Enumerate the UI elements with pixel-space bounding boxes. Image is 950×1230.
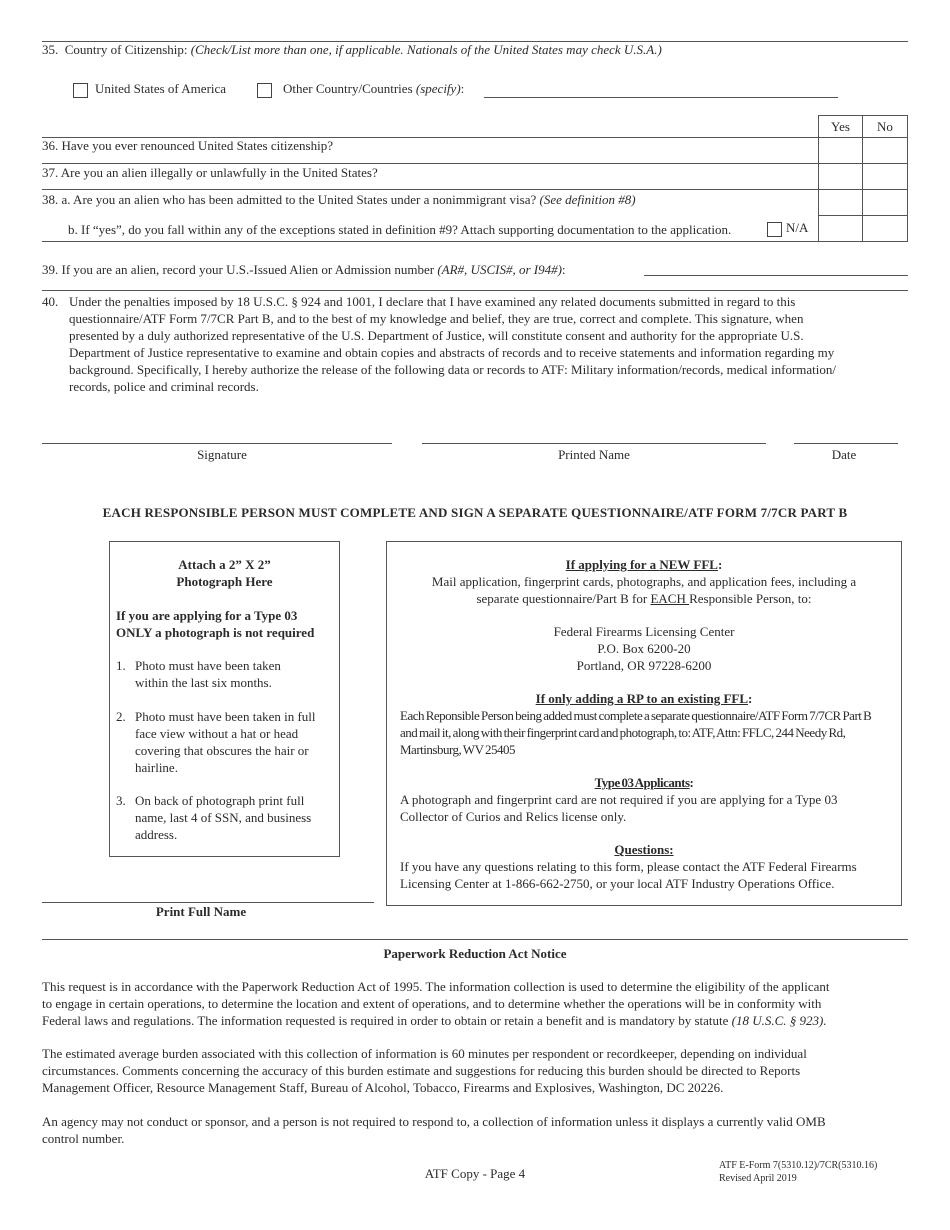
photo-attach-box[interactable] bbox=[109, 541, 340, 857]
photo-note-line2: ONLY a photograph is not required bbox=[116, 625, 315, 640]
q38b-no-box[interactable] bbox=[862, 215, 908, 242]
questions-line1: If you have any questions relating to this form, please contact the ATF Federal Firearms bbox=[400, 859, 857, 874]
photo-item-3-line2: name, last 4 of SSN, and business bbox=[135, 810, 312, 825]
signature-field[interactable] bbox=[42, 425, 392, 444]
alien-number-input[interactable] bbox=[644, 258, 908, 276]
paperwork-p2-line1: The estimated average burden associated with this collection of information is 60 minutes per respondent or recordkeeper, depending on individual bbox=[42, 1046, 807, 1061]
paperwork-p3-line2: control number. bbox=[42, 1131, 125, 1146]
new-ffl-heading: If applying for a NEW FFL: bbox=[565, 557, 723, 572]
new-ffl-line2: separate questionnaire/Part B for EACH Responsible Person, to: bbox=[476, 591, 812, 606]
questions-heading: Questions: bbox=[614, 842, 674, 857]
photo-title-line1: Attach a 2” X 2” bbox=[178, 557, 271, 572]
q38a-text: 38. a. Are you an alien who has been admitted to the United States under a nonimmigrant visa? (See definition #8) bbox=[42, 192, 636, 207]
photo-item-2-line4: hairline. bbox=[135, 760, 178, 775]
other-country-label: Other Country/Countries (specify): bbox=[283, 81, 465, 96]
other-country-checkbox[interactable] bbox=[257, 83, 272, 98]
form-id: ATF E-Form 7(5310.12)/7CR(5310.16) bbox=[719, 1160, 878, 1171]
paperwork-p3-line1: An agency may not conduct or sponsor, and a person is not required to respond to, a collection of information unless it displays a currently valid OMB bbox=[42, 1114, 826, 1129]
rp-line2: and mail it, along with their fingerprint card and photograph, to: ATF, Attn: FFLC, 244 Needy Rd, bbox=[400, 725, 846, 740]
q40-line-5: background. Specifically, I hereby authorize the release of the following data or records to ATF: Military information/records, medical information/ bbox=[69, 362, 836, 377]
questions-line2: Licensing Center at 1-866-662-2750, or your local ATF Industry Operations Office. bbox=[400, 876, 835, 891]
yes-header: Yes bbox=[818, 115, 863, 138]
photo-title-line2: Photograph Here bbox=[176, 574, 273, 589]
q35-label: 35. Country of Citizenship: (Check/List more than one, if applicable. Nationals of the United States may check U.S.A.) bbox=[42, 42, 662, 57]
photo-item-1-line2: within the last six months. bbox=[135, 675, 272, 690]
q40-line-4: Department of Justice representative to examine and obtain copies and abstracts of records and to receive statements and information regarding my bbox=[69, 345, 835, 360]
type03-line1: A photograph and fingerprint card are not required if you are applying for a Type 03 bbox=[400, 792, 838, 807]
q40-line-2: questionnaire/ATF Form 7/7CR Part B, and to the best of my knowledge and belief, they are true, correct and complete. This signature, when bbox=[69, 311, 804, 326]
ffl-center-address-line1: Federal Firearms Licensing Center bbox=[553, 624, 735, 639]
printed-name-field[interactable] bbox=[422, 425, 766, 444]
photo-item-2-line1: Photo must have been taken in full bbox=[135, 709, 316, 724]
new-ffl-line1: Mail application, fingerprint cards, photographs, and application fees, including a bbox=[431, 574, 857, 589]
responsible-person-banner: EACH RESPONSIBLE PERSON MUST COMPLETE AND SIGN A SEPARATE QUESTIONNAIRE/ATF FORM 7/7CR PART B bbox=[102, 505, 848, 520]
print-full-name-label: Print Full Name bbox=[155, 904, 247, 919]
q40-number: 40. bbox=[42, 294, 59, 309]
signature-label: Signature bbox=[197, 447, 247, 462]
date-label: Date bbox=[831, 447, 857, 462]
q37-no-box[interactable] bbox=[862, 163, 908, 190]
q38b-yes-box[interactable] bbox=[818, 215, 863, 242]
q36-text: 36. Have you ever renounced United States citizenship? bbox=[42, 138, 333, 153]
other-country-input[interactable] bbox=[484, 80, 838, 98]
paperwork-p1-line2: to engage in certain operations, to determine the location and extent of operations, and to determine whether the operations will be in conformity with bbox=[42, 996, 822, 1011]
q40-line-1: Under the penalties imposed by 18 U.S.C. § 924 and 1001, I declare that I have examined any related documents submitted in regard to this bbox=[69, 294, 796, 309]
type03-heading: Type 03 Applicants: bbox=[594, 775, 694, 790]
q37-yes-box[interactable] bbox=[818, 163, 863, 190]
q38a-no-box[interactable] bbox=[862, 189, 908, 216]
mailing-instructions-box bbox=[386, 541, 902, 906]
paperwork-p1-line3: Federal laws and regulations. The information requested is required in order to obtain or retain a benefit and is mandatory by statute (18 U.S.C. § 923). bbox=[42, 1013, 827, 1028]
rp-existing-heading: If only adding a RP to an existing FFL: bbox=[535, 691, 753, 706]
rp-line1: Each Reponsible Person being added must complete a separate questionnaire/ATF Form 7/7CR Part B bbox=[400, 708, 872, 723]
photo-item-2-line3: covering that obscures the hair or bbox=[135, 743, 309, 758]
photo-item-3-line3: address. bbox=[135, 827, 178, 842]
rp-line3: Martinsburg, WV 25405 bbox=[400, 742, 515, 757]
q38b-na-label: N/A bbox=[786, 220, 809, 235]
q38b-text: b. If “yes”, do you fall within any of the exceptions stated in definition #9? Attach supporting documentation to the application. bbox=[68, 222, 732, 237]
print-full-name-field[interactable] bbox=[42, 885, 374, 903]
no-header: No bbox=[862, 115, 908, 138]
q38b-na-checkbox[interactable] bbox=[767, 222, 782, 237]
ffl-center-address-line2: P.O. Box 6200-20 bbox=[597, 641, 691, 656]
q40-line-3: presented by a duly authorized representative of the U.S. Department of Justice, will constitute consent and authority for the appropriate U.S. bbox=[69, 328, 804, 343]
q37-text: 37. Are you an alien illegally or unlawfully in the United States? bbox=[42, 165, 378, 180]
photo-item-3-line1: On back of photograph print full bbox=[135, 793, 305, 808]
photo-item-1-line1: Photo must have been taken bbox=[135, 658, 281, 673]
usa-option-label: United States of America bbox=[95, 81, 227, 96]
photo-item-1-num: 1. bbox=[116, 658, 126, 673]
paperwork-p1-line1: This request is in accordance with the Paperwork Reduction Act of 1995. The information collection is used to determine the eligibility of the applicant bbox=[42, 979, 830, 994]
q40-line-6: records, police and criminal records. bbox=[69, 379, 259, 394]
q36-no-box[interactable] bbox=[862, 137, 908, 164]
q38a-yes-box[interactable] bbox=[818, 189, 863, 216]
printed-name-label: Printed Name bbox=[558, 447, 630, 462]
photo-item-2-line2: face view without a hat or head bbox=[135, 726, 299, 741]
ffl-center-address-line3: Portland, OR 97228-6200 bbox=[576, 658, 712, 673]
usa-checkbox[interactable] bbox=[73, 83, 88, 98]
paperwork-p2-line2: circumstances. Comments concerning the accuracy of this burden estimate and suggestions for reducing this burden should be directed to Reports bbox=[42, 1063, 801, 1078]
page-footer: ATF Copy - Page 4 bbox=[424, 1166, 526, 1181]
photo-item-2-num: 2. bbox=[116, 709, 126, 724]
paperwork-p2-line3: Management Officer, Resource Management Staff, Bureau of Alcohol, Tobacco, Firearms and Explosives, Washington, DC 20226. bbox=[42, 1080, 724, 1095]
revised-date: Revised April 2019 bbox=[719, 1173, 797, 1184]
date-field[interactable] bbox=[794, 425, 898, 444]
type03-line2: Collector of Curios and Relics license only. bbox=[400, 809, 627, 824]
paperwork-title: Paperwork Reduction Act Notice bbox=[383, 946, 567, 961]
photo-item-3-num: 3. bbox=[116, 793, 126, 808]
photo-note-line1: If you are applying for a Type 03 bbox=[116, 608, 298, 623]
q36-yes-box[interactable] bbox=[818, 137, 863, 164]
q39-text: 39. If you are an alien, record your U.S.-Issued Alien or Admission number (AR#, USCIS#, or I94#): bbox=[42, 262, 566, 277]
